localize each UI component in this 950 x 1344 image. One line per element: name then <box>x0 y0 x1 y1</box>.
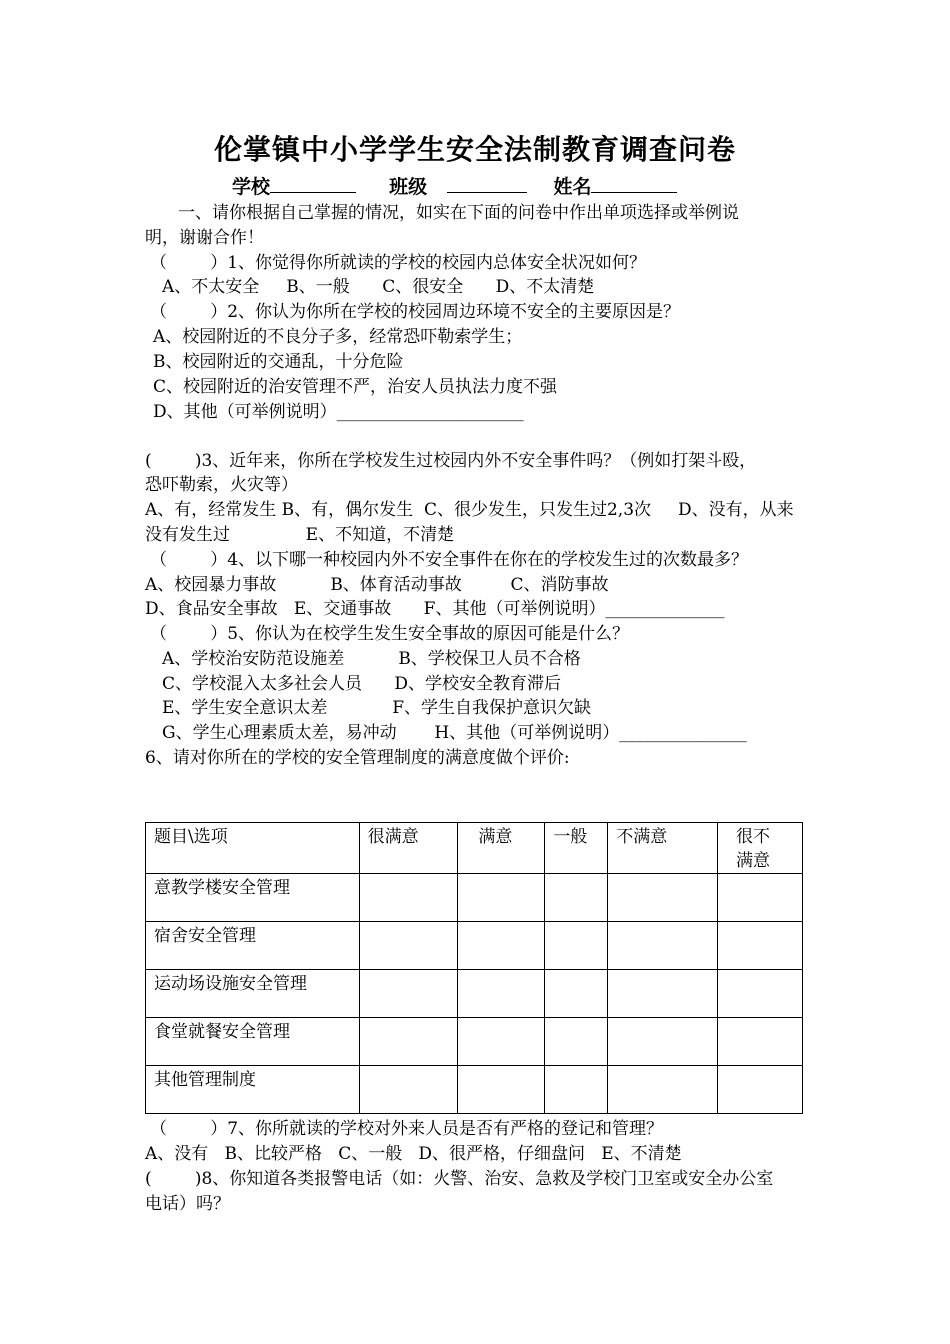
rating-cell[interactable] <box>545 970 608 1018</box>
q1-options: A、不太安全 B、一般 C、很安全 D、不太清楚 <box>162 277 595 297</box>
column-header: 不满意 <box>608 823 718 874</box>
name-blank[interactable] <box>591 174 677 193</box>
rating-cell[interactable] <box>718 1018 803 1066</box>
intro-line-2: 明，谢谢合作！ <box>145 228 264 248</box>
q5-options-row-4: G、学生心理素质太差，易冲动 H、其他（可举例说明）_______________ <box>162 723 747 743</box>
rating-cell[interactable] <box>718 1066 803 1114</box>
row-label: 意教学楼安全管理 <box>146 874 360 922</box>
rating-cell[interactable] <box>458 874 545 922</box>
table-row <box>146 970 803 1018</box>
column-header: 很不满意 <box>718 823 803 874</box>
q8-stem-2: 电话）吗？ <box>145 1194 230 1214</box>
rating-cell[interactable] <box>359 1018 458 1066</box>
q5-options-row-1: A、学校治安防范设施差 B、学校保卫人员不合格 <box>162 649 581 669</box>
rating-cell[interactable] <box>608 922 718 970</box>
q1-stem: （ ）1、你觉得你所就读的学校的校园内总体安全状况如何？ <box>150 253 647 273</box>
student-info-row <box>232 174 677 200</box>
q4-stem: （ ）4、以下哪一种校园内外不安全事件在你在的学校发生过的次数最多？ <box>150 550 749 570</box>
school-blank[interactable] <box>270 174 356 193</box>
class-blank[interactable] <box>447 174 527 193</box>
table-row <box>146 922 803 970</box>
q5-options-row-3: E、学生安全意识太差 F、学生自我保护意识欠缺 <box>162 698 592 718</box>
rating-cell[interactable] <box>608 970 718 1018</box>
row-label: 其他管理制度 <box>146 1066 360 1114</box>
rating-cell[interactable] <box>718 922 803 970</box>
rating-cell[interactable] <box>545 1066 608 1114</box>
rating-cell[interactable] <box>359 970 458 1018</box>
q3-options-1: A、有，经常发生 B、有，偶尔发生 C、很少发生，只发生过2,3次 D、没有，从来 <box>145 500 794 520</box>
school-label: 学校 <box>232 176 271 198</box>
satisfaction-table <box>145 822 803 1114</box>
q7-stem: （ ）7、你所就读的学校对外来人员是否有严格的登记和管理？ <box>150 1119 664 1139</box>
q5-options-row-2: C、学校混入太多社会人员 D、学校安全教育滞后 <box>162 674 562 694</box>
class-label: 班级 <box>389 176 428 198</box>
rating-cell[interactable] <box>458 922 545 970</box>
q3-stem-2: 恐吓勒索，火灾等） <box>145 475 298 495</box>
q3-stem-1: ( )3、近年来，你所在学校发生过校园内外不安全事件吗？（例如打架斗殴， <box>145 451 757 471</box>
rating-cell[interactable] <box>458 1018 545 1066</box>
q8-stem-1: ( )8、你知道各类报警电话（如：火警、治安、急救及学校门卫室或安全办公室 <box>145 1169 774 1189</box>
rating-cell[interactable] <box>458 1066 545 1114</box>
q2-option-b: B、校园附近的交通乱，十分危险 <box>153 352 404 372</box>
q6-stem: 6、请对你所在的学校的安全管理制度的满意度做个评价: <box>145 748 570 768</box>
table-header-row <box>146 823 803 874</box>
column-header: 很满意 <box>359 823 458 874</box>
table-row <box>146 1018 803 1066</box>
row-label: 宿舍安全管理 <box>146 922 360 970</box>
rating-cell[interactable] <box>608 1018 718 1066</box>
rating-cell[interactable] <box>359 922 458 970</box>
document-title: 伦掌镇中小学学生安全法制教育调查问卷 <box>213 133 736 166</box>
rating-cell[interactable] <box>545 874 608 922</box>
q2-stem: （ ）2、你认为你所在学校的校园周边环境不安全的主要原因是？ <box>150 302 681 322</box>
q2-option-d: D、其他（可举例说明）______________________ <box>153 402 524 422</box>
rating-cell[interactable] <box>458 970 545 1018</box>
table-row <box>146 1066 803 1114</box>
q7-options: A、没有 B、比较严格 C、一般 D、很严格，仔细盘问 E、不清楚 <box>145 1144 682 1164</box>
rating-cell[interactable] <box>608 1066 718 1114</box>
q4-options-1: A、校园暴力事故 B、体育活动事故 C、消防事故 <box>145 575 609 595</box>
q3-options-2: 没有发生过 E、不知道，不清楚 <box>145 525 455 545</box>
rating-cell[interactable] <box>359 874 458 922</box>
column-header: 一般 <box>545 823 608 874</box>
q5-stem: （ ）5、你认为在校学生发生安全事故的原因可能是什么？ <box>150 624 630 644</box>
intro-line-1: 一、请你根据自己掌握的情况，如实在下面的问卷中作出单项选择或举例说 <box>178 203 739 223</box>
q4-options-2: D、食品安全事故 E、交通事故 F、其他（可举例说明）______________ <box>145 599 725 619</box>
rating-cell[interactable] <box>545 922 608 970</box>
row-label: 食堂就餐安全管理 <box>146 1018 360 1066</box>
q2-option-a: A、校园附近的不良分子多，经常恐吓勒索学生； <box>153 327 523 347</box>
column-header: 题目\选项 <box>146 823 360 874</box>
name-label: 姓名 <box>553 176 592 198</box>
table-row <box>146 874 803 922</box>
rating-cell[interactable] <box>359 1066 458 1114</box>
row-label: 运动场设施安全管理 <box>146 970 360 1018</box>
q2-option-c: C、校园附近的治安管理不严，治安人员执法力度不强 <box>153 377 558 397</box>
column-header: 满意 <box>458 823 545 874</box>
rating-cell[interactable] <box>545 1018 608 1066</box>
rating-cell[interactable] <box>718 874 803 922</box>
rating-cell[interactable] <box>718 970 803 1018</box>
rating-cell[interactable] <box>608 874 718 922</box>
